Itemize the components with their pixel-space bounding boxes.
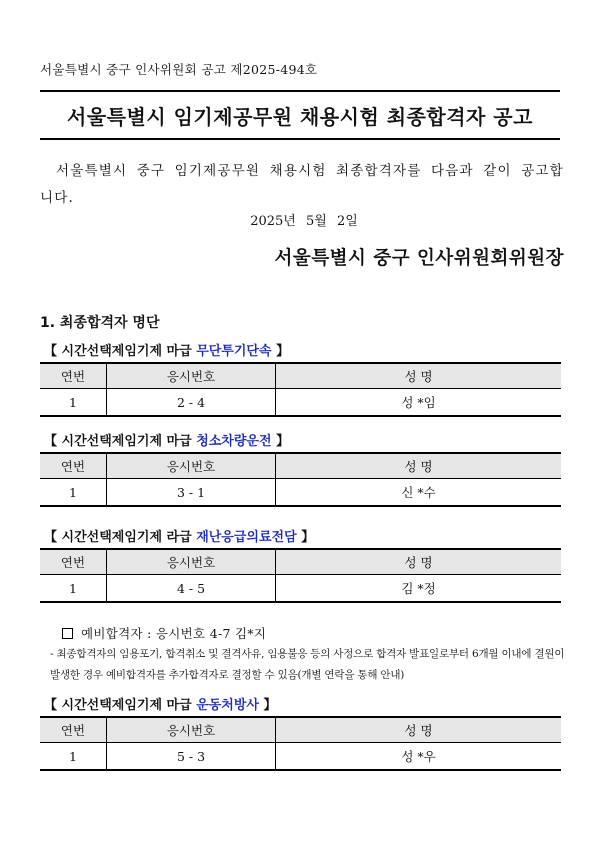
- bracket-open: 【: [44, 344, 58, 359]
- result-table: [40, 716, 561, 771]
- col-header-no: 연번: [40, 549, 107, 575]
- group-grade: 시간선택제임기제 마급: [61, 698, 192, 713]
- group-job: 청소차량운전: [196, 434, 272, 449]
- cell-no: 1: [40, 575, 107, 603]
- reserve-note: - 최종합격자의 임용포기, 합격취소 및 결격사유, 임용불응 등의 사정으로 합격자 발표일로부터 6개월 이내에 결원이 발생한 경우 예비합격자를 추가합격자로 결정할 수 있음(개별 연락을 통해 안내): [50, 648, 565, 681]
- notice-number: 서울특별시 중구 인사위원회 공고 제2025-494호: [40, 62, 318, 77]
- announcement-body: 서울특별시 중구 임기제공무원 채용시험 최종합격자를 다음과 같이 공고합니다.: [40, 163, 564, 206]
- table-row: [40, 479, 561, 507]
- group-job: 무단투기단속: [196, 344, 272, 359]
- reserve-text: 예비합격자 : 응시번호 4-7 김*지: [81, 626, 267, 641]
- group-grade: 시간선택제임기제 마급: [61, 434, 192, 449]
- cell-no: 1: [40, 389, 107, 417]
- reserve-candidate: [62, 624, 266, 642]
- col-header-name: 성 명: [276, 453, 562, 479]
- bracket-close: 】: [276, 434, 290, 449]
- col-header-name: 성 명: [276, 363, 562, 389]
- bracket-close: 】: [263, 698, 277, 713]
- cell-exam-no: 3 - 1: [107, 479, 276, 507]
- col-header-no: 연번: [40, 717, 107, 743]
- group-grade: 시간선택제임기제 라급: [61, 530, 192, 545]
- table-row: [40, 743, 561, 771]
- group-heading: [44, 694, 277, 713]
- col-header-name: 성 명: [276, 549, 562, 575]
- result-table: [40, 548, 561, 603]
- section-title: 1. 최종합격자 명단: [40, 315, 160, 331]
- announcement-date: 2025년 5월 2일: [250, 214, 358, 229]
- col-header-no: 연번: [40, 363, 107, 389]
- col-header-exam-no: 응시번호: [107, 549, 276, 575]
- checkbox-square-icon: [62, 628, 73, 639]
- table-header-row: [40, 363, 561, 389]
- col-header-exam-no: 응시번호: [107, 717, 276, 743]
- cell-no: 1: [40, 743, 107, 771]
- bracket-open: 【: [44, 698, 58, 713]
- group-heading: [44, 340, 289, 359]
- cell-name: 성 *우: [276, 743, 562, 771]
- group-job: 재난응급의료전담: [196, 530, 297, 545]
- group-heading: [44, 526, 314, 545]
- col-header-name: 성 명: [276, 717, 562, 743]
- group-heading: [44, 430, 289, 449]
- cell-exam-no: 5 - 3: [107, 743, 276, 771]
- result-table: [40, 452, 561, 507]
- bracket-open: 【: [44, 530, 58, 545]
- cell-no: 1: [40, 479, 107, 507]
- bracket-close: 】: [301, 530, 315, 545]
- cell-name: 성 *임: [276, 389, 562, 417]
- bracket-close: 】: [276, 344, 290, 359]
- col-header-no: 연번: [40, 453, 107, 479]
- table-header-row: [40, 717, 561, 743]
- group-grade: 시간선택제임기제 마급: [61, 344, 192, 359]
- cell-exam-no: 2 - 4: [107, 389, 276, 417]
- table-row: [40, 575, 561, 603]
- col-header-exam-no: 응시번호: [107, 453, 276, 479]
- result-table: [40, 362, 561, 417]
- page-title: 서울특별시 임기제공무원 채용시험 최종합격자 공고: [40, 90, 560, 140]
- bracket-open: 【: [44, 434, 58, 449]
- issuer-name: 서울특별시 중구 인사위원회위원장: [274, 248, 564, 269]
- table-header-row: [40, 549, 561, 575]
- col-header-exam-no: 응시번호: [107, 363, 276, 389]
- table-header-row: [40, 453, 561, 479]
- group-job: 운동처방사: [196, 698, 259, 713]
- cell-exam-no: 4 - 5: [107, 575, 276, 603]
- table-row: [40, 389, 561, 417]
- cell-name: 신 *수: [276, 479, 562, 507]
- cell-name: 김 *정: [276, 575, 562, 603]
